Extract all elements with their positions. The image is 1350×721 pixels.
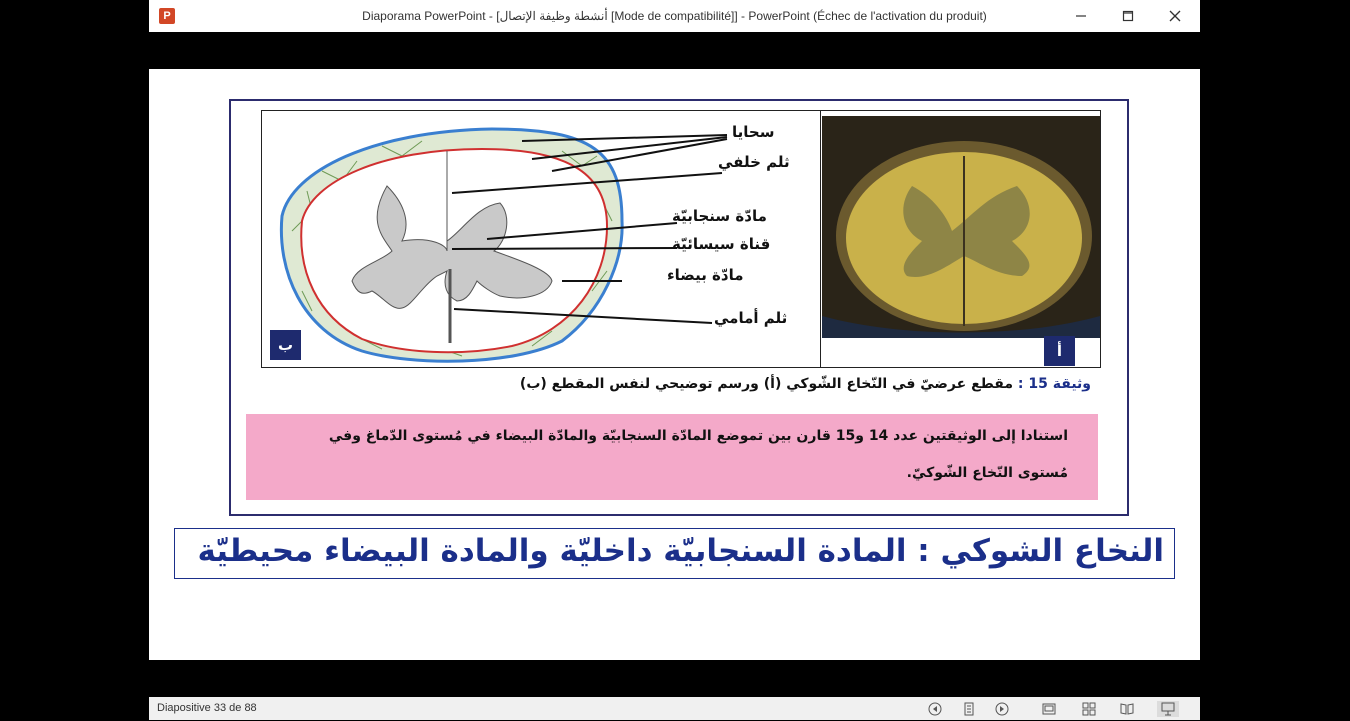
grid-icon: [1081, 701, 1097, 717]
label-central-canal: قناة سيسائيّة: [672, 235, 771, 253]
caption-text: مقطع عرضيّ في النّخاع الشّوكي (أ) ورسم توضيحي لنفس المقطع (ب): [519, 376, 1014, 392]
label-posterior-fissure: ثلم خلفي: [718, 153, 790, 171]
status-bar: [149, 697, 1200, 720]
previous-icon: [927, 701, 943, 717]
figure-caption: [471, 376, 1091, 392]
slide-sorter-button[interactable]: [1081, 701, 1097, 717]
restore-icon: [1122, 10, 1134, 22]
spinal-cord-photo: [822, 116, 1100, 338]
normal-view-icon: [1041, 701, 1057, 717]
minimize-button[interactable]: [1058, 0, 1104, 32]
figure-divider: [820, 111, 821, 367]
conclusion-text: النخاع الشوكي : المادة السنجابيّة داخليّة والمادة البيضاء محيطيّة: [197, 533, 1164, 569]
window-title: Diaporama PowerPoint - [أنشطة وظيفة الإتصال [Mode de compatibilité]] - PowerPoint (Échec de l'activation du produit): [362, 9, 987, 23]
figure-label-a: أ: [1044, 336, 1075, 366]
spinal-cord-diagram: [262, 111, 820, 367]
task-line-2: مُستوى النّخاع الشّوكيّ.: [906, 465, 1068, 481]
task-box: [246, 414, 1098, 500]
figure-label-b: ب: [270, 330, 301, 360]
close-icon: [1169, 10, 1181, 22]
powerpoint-window: [149, 0, 1200, 720]
previous-slide-button[interactable]: [927, 701, 943, 717]
conclusion-box: [174, 528, 1175, 579]
label-gray-matter: مادّة سنجابيّة: [672, 207, 767, 225]
next-icon: [994, 701, 1010, 717]
slide-menu-button[interactable]: [961, 701, 977, 717]
label-anterior-fissure: ثلم أمامي: [714, 309, 788, 327]
document-frame: [229, 99, 1129, 516]
maximize-button[interactable]: [1105, 0, 1151, 32]
label-white-matter: مادّة بيضاء: [667, 266, 744, 284]
figure-box: [261, 110, 1101, 368]
slide-canvas[interactable]: [149, 69, 1200, 660]
slideshow-button[interactable]: [1157, 701, 1179, 717]
slideshow-icon: [1160, 701, 1176, 717]
reading-view-button[interactable]: [1119, 701, 1135, 717]
slide-counter: Diapositive 33 de 88: [157, 702, 257, 714]
next-slide-button[interactable]: [994, 701, 1010, 717]
document-number: وثيقة 15 :: [1017, 376, 1091, 392]
normal-view-button[interactable]: [1041, 701, 1057, 717]
close-button[interactable]: [1152, 0, 1198, 32]
task-line-1: استنادا إلى الوثيقتين عدد 14 و15 قارن بين تموضع المادّة السنجابيّة والمادّة البيضاء في مُستوى الدّماغ وفي: [328, 428, 1068, 444]
micrograph-image: [822, 116, 1100, 338]
powerpoint-app-icon[interactable]: P: [159, 8, 175, 24]
title-bar: [149, 0, 1200, 32]
menu-icon: [961, 701, 977, 717]
minimize-icon: [1075, 10, 1087, 22]
book-icon: [1119, 701, 1135, 717]
label-meninges: سحايا: [732, 123, 775, 141]
